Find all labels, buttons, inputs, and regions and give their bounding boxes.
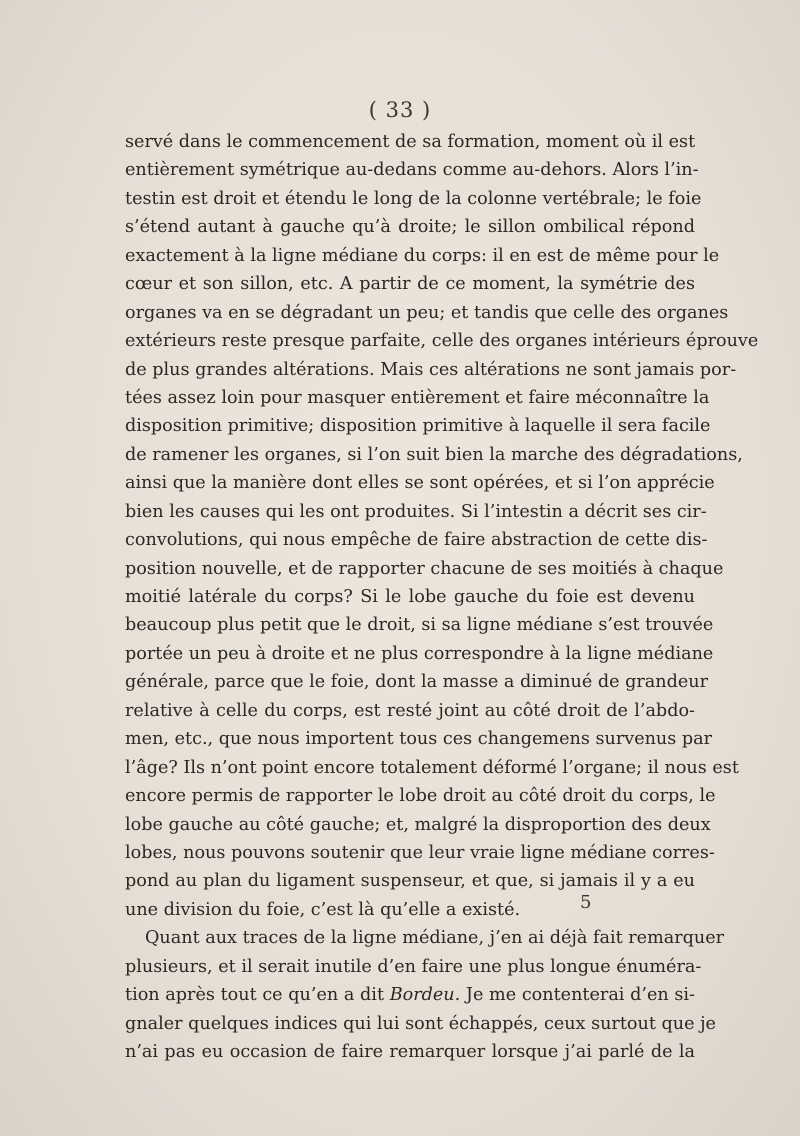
- text-line: tées assez loin pour masquer entièrement et faire méconnaître la: [125, 387, 710, 408]
- text-line: lobe gauche au côté gauche; et, malgré la disproportion des deux: [125, 814, 711, 835]
- text-line: ainsi que la manière dont elles se sont opérées, et si l’on apprécie: [125, 473, 715, 494]
- text-line: organes va en se dégradant un peu; et tandis que celle des organes: [125, 302, 729, 323]
- author-name: Bordeu: [389, 985, 455, 1006]
- text-line: bien les causes qui les ont produites. Si l’intestin a décrit ses cir-: [125, 501, 707, 522]
- text-line: servé dans le commencement de sa formation, moment où il est: [125, 132, 696, 152]
- text-line: n’ai pas eu occasion de faire remarquer lorsque j’ai parlé de la: [125, 1042, 695, 1062]
- text-line: pond au plan du ligament suspenseur, et que, si jamais il y a eu: [125, 871, 695, 892]
- text-line: générale, parce que le foie, dont la masse a diminué de grandeur: [125, 672, 709, 693]
- text-line: extérieurs reste presque parfaite, celle des organes intérieurs éprouve: [125, 331, 759, 352]
- text-line: lobes, nous pouvons soutenir que leur vraie ligne médiane corres-: [125, 842, 715, 863]
- text-line: relative à celle du corps, est resté joint au côté droit de l’abdo-: [125, 700, 695, 721]
- text-segment: tion après tout ce qu’en a dit: [125, 985, 385, 1006]
- text-line: men, etc., que nous importent tous ces changemens survenus par: [125, 729, 713, 750]
- text-line: exactement à la ligne médiane du corps: il en est de même pour le: [125, 245, 720, 266]
- text-line: disposition primitive; disposition primitive à laquelle il sera facile: [125, 416, 711, 437]
- signature-mark: 5: [580, 892, 592, 913]
- text-line: entièrement symétrique au-dedans comme au-dehors. Alors l’in-: [125, 160, 699, 181]
- text-line: de ramener les organes, si l’on suit bien la marche des dégradations,: [125, 444, 743, 465]
- text-line: beaucoup plus petit que le droit, si sa ligne médiane s’est trouvée: [125, 615, 714, 636]
- body-text: [125, 128, 759, 1066]
- text-line: encore permis de rapporter le lobe droit au côté droit du corps, le: [125, 786, 716, 807]
- text-line: de plus grandes altérations. Mais ces altérations ne sont jamais por-: [125, 359, 737, 380]
- text-line: Quant aux traces de la ligne médiane, j’en ai déjà fait remarquer: [145, 928, 725, 949]
- text-line: position nouvelle, et de rapporter chacune de ses moitiés à chaque: [125, 558, 724, 579]
- text-line: testin est droit et étendu le long de la colonne vertébrale; le foie: [125, 188, 702, 209]
- text-line: s’étend autant à gauche qu’à droite; le sillon ombilical répond: [125, 217, 695, 238]
- text-line: gnaler quelques indices qui lui sont échappés, ceux surtout que je: [125, 1013, 716, 1034]
- text-line: l’âge? Ils n’ont point encore totalement déformé l’organe; il nous est: [125, 757, 739, 778]
- page-number-header: ( 33 ): [368, 98, 432, 122]
- text-line: une division du foie, c’est là qu’elle a existé.: [125, 899, 521, 920]
- text-line: plusieurs, et il serait inutile d’en faire une plus longue énuméra-: [125, 956, 702, 977]
- text-line: portée un peu à droite et ne plus correspondre à la ligne médiane: [125, 643, 714, 664]
- text-line: cœur et son sillon, etc. A partir de ce moment, la symétrie des: [125, 274, 695, 295]
- text-line: moitié latérale du corps? Si le lobe gauche du foie est devenu: [125, 587, 695, 607]
- text-segment: . Je me contenterai d’en si-: [454, 985, 695, 1006]
- text-line: convolutions, qui nous empêche de faire abstraction de cette dis-: [125, 530, 708, 551]
- text-line: [125, 981, 695, 1009]
